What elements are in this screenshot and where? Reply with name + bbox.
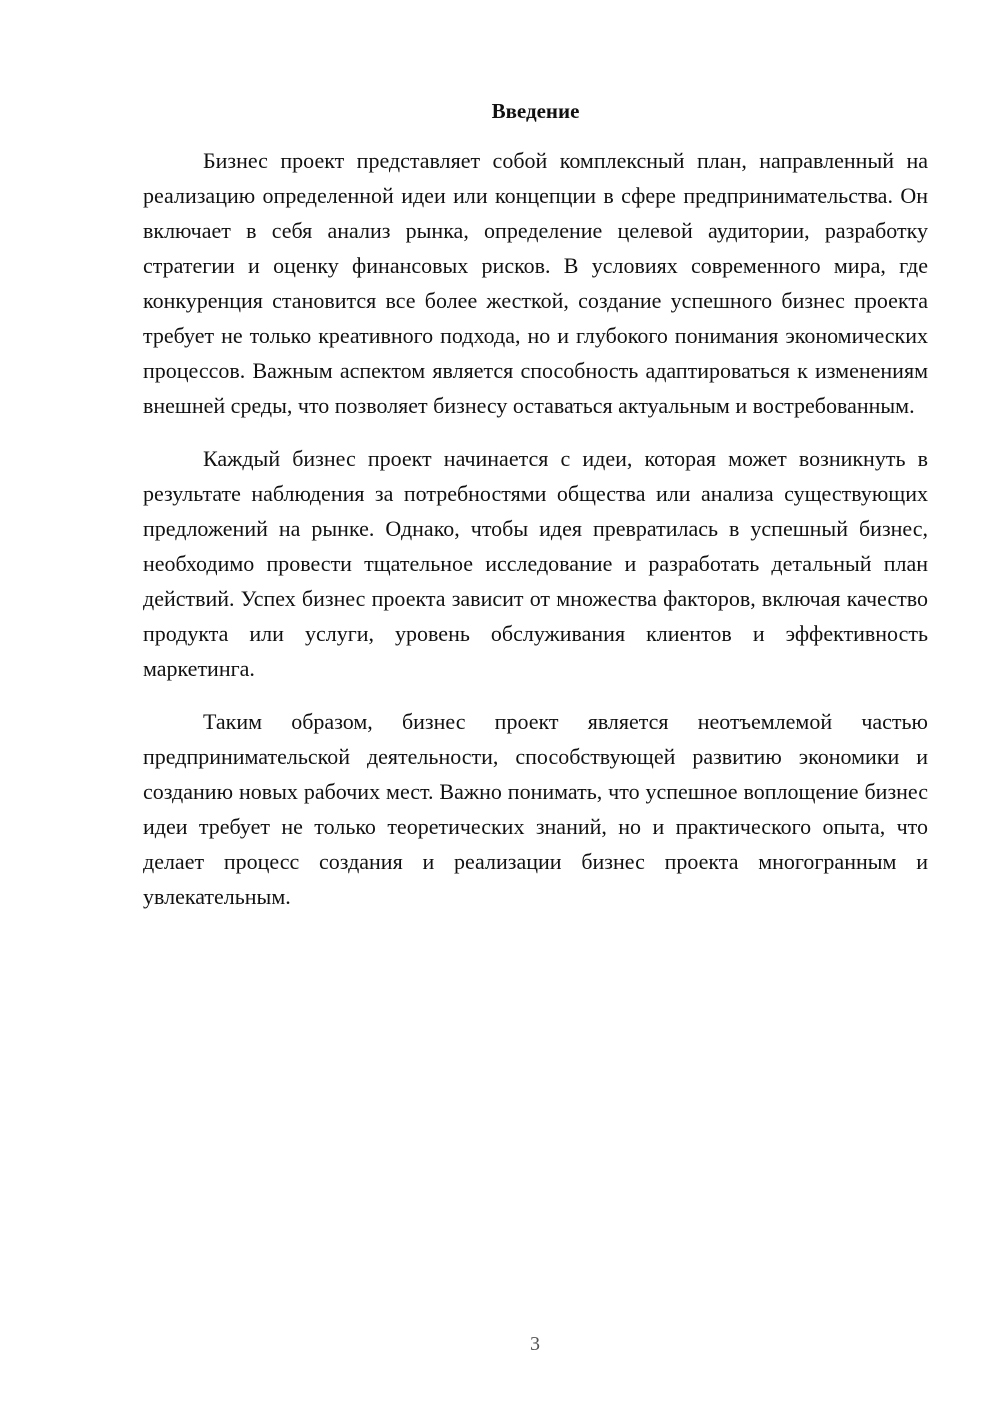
paragraph-1: Бизнес проект представляет собой комплексный план, направленный на реализацию определенной идеи или концепции в сфере предпринимательства. Он включает в себя анализ рынка, определение целевой аудитории, разработку стратегии и оценку финансовых рисков. В условиях современного мира, где конкуренция становится все более жесткой, создание успешного бизнес проекта требует не только креативного подхода, но и глубокого понимания экономических процессов. Важным аспектом является способность адаптироваться к изменениям внешней среды, что позволяет бизнесу оставаться актуальным и востребованным. xyxy=(143,148,928,418)
page-number: 3 xyxy=(530,1333,540,1355)
document-body xyxy=(143,143,928,932)
paragraph-2: Каждый бизнес проект начинается с идеи, которая может возникнуть в результате наблюдения за потребностями общества или анализа существующих предложений на рынке. Однако, чтобы идея превратилась в успешный бизнес, необходимо провести тщательное исследование и разработать детальный план действий. Успех бизнес проекта зависит от множества факторов, включая качество продукта или услуги, уровень обслуживания клиентов и эффективность маркетинга. xyxy=(143,446,928,681)
paragraph-3: Таким образом, бизнес проект является неотъемлемой частью предпринимательской деятельности, способствующей развитию экономики и созданию новых рабочих мест. Важно понимать, что успешное воплощение бизнес идеи требует не только теоретических знаний, но и практического опыта, что делает процесс создания и реализации бизнес проекта многогранным и увлекательным. xyxy=(143,709,928,909)
page-title: Введение xyxy=(491,99,580,123)
